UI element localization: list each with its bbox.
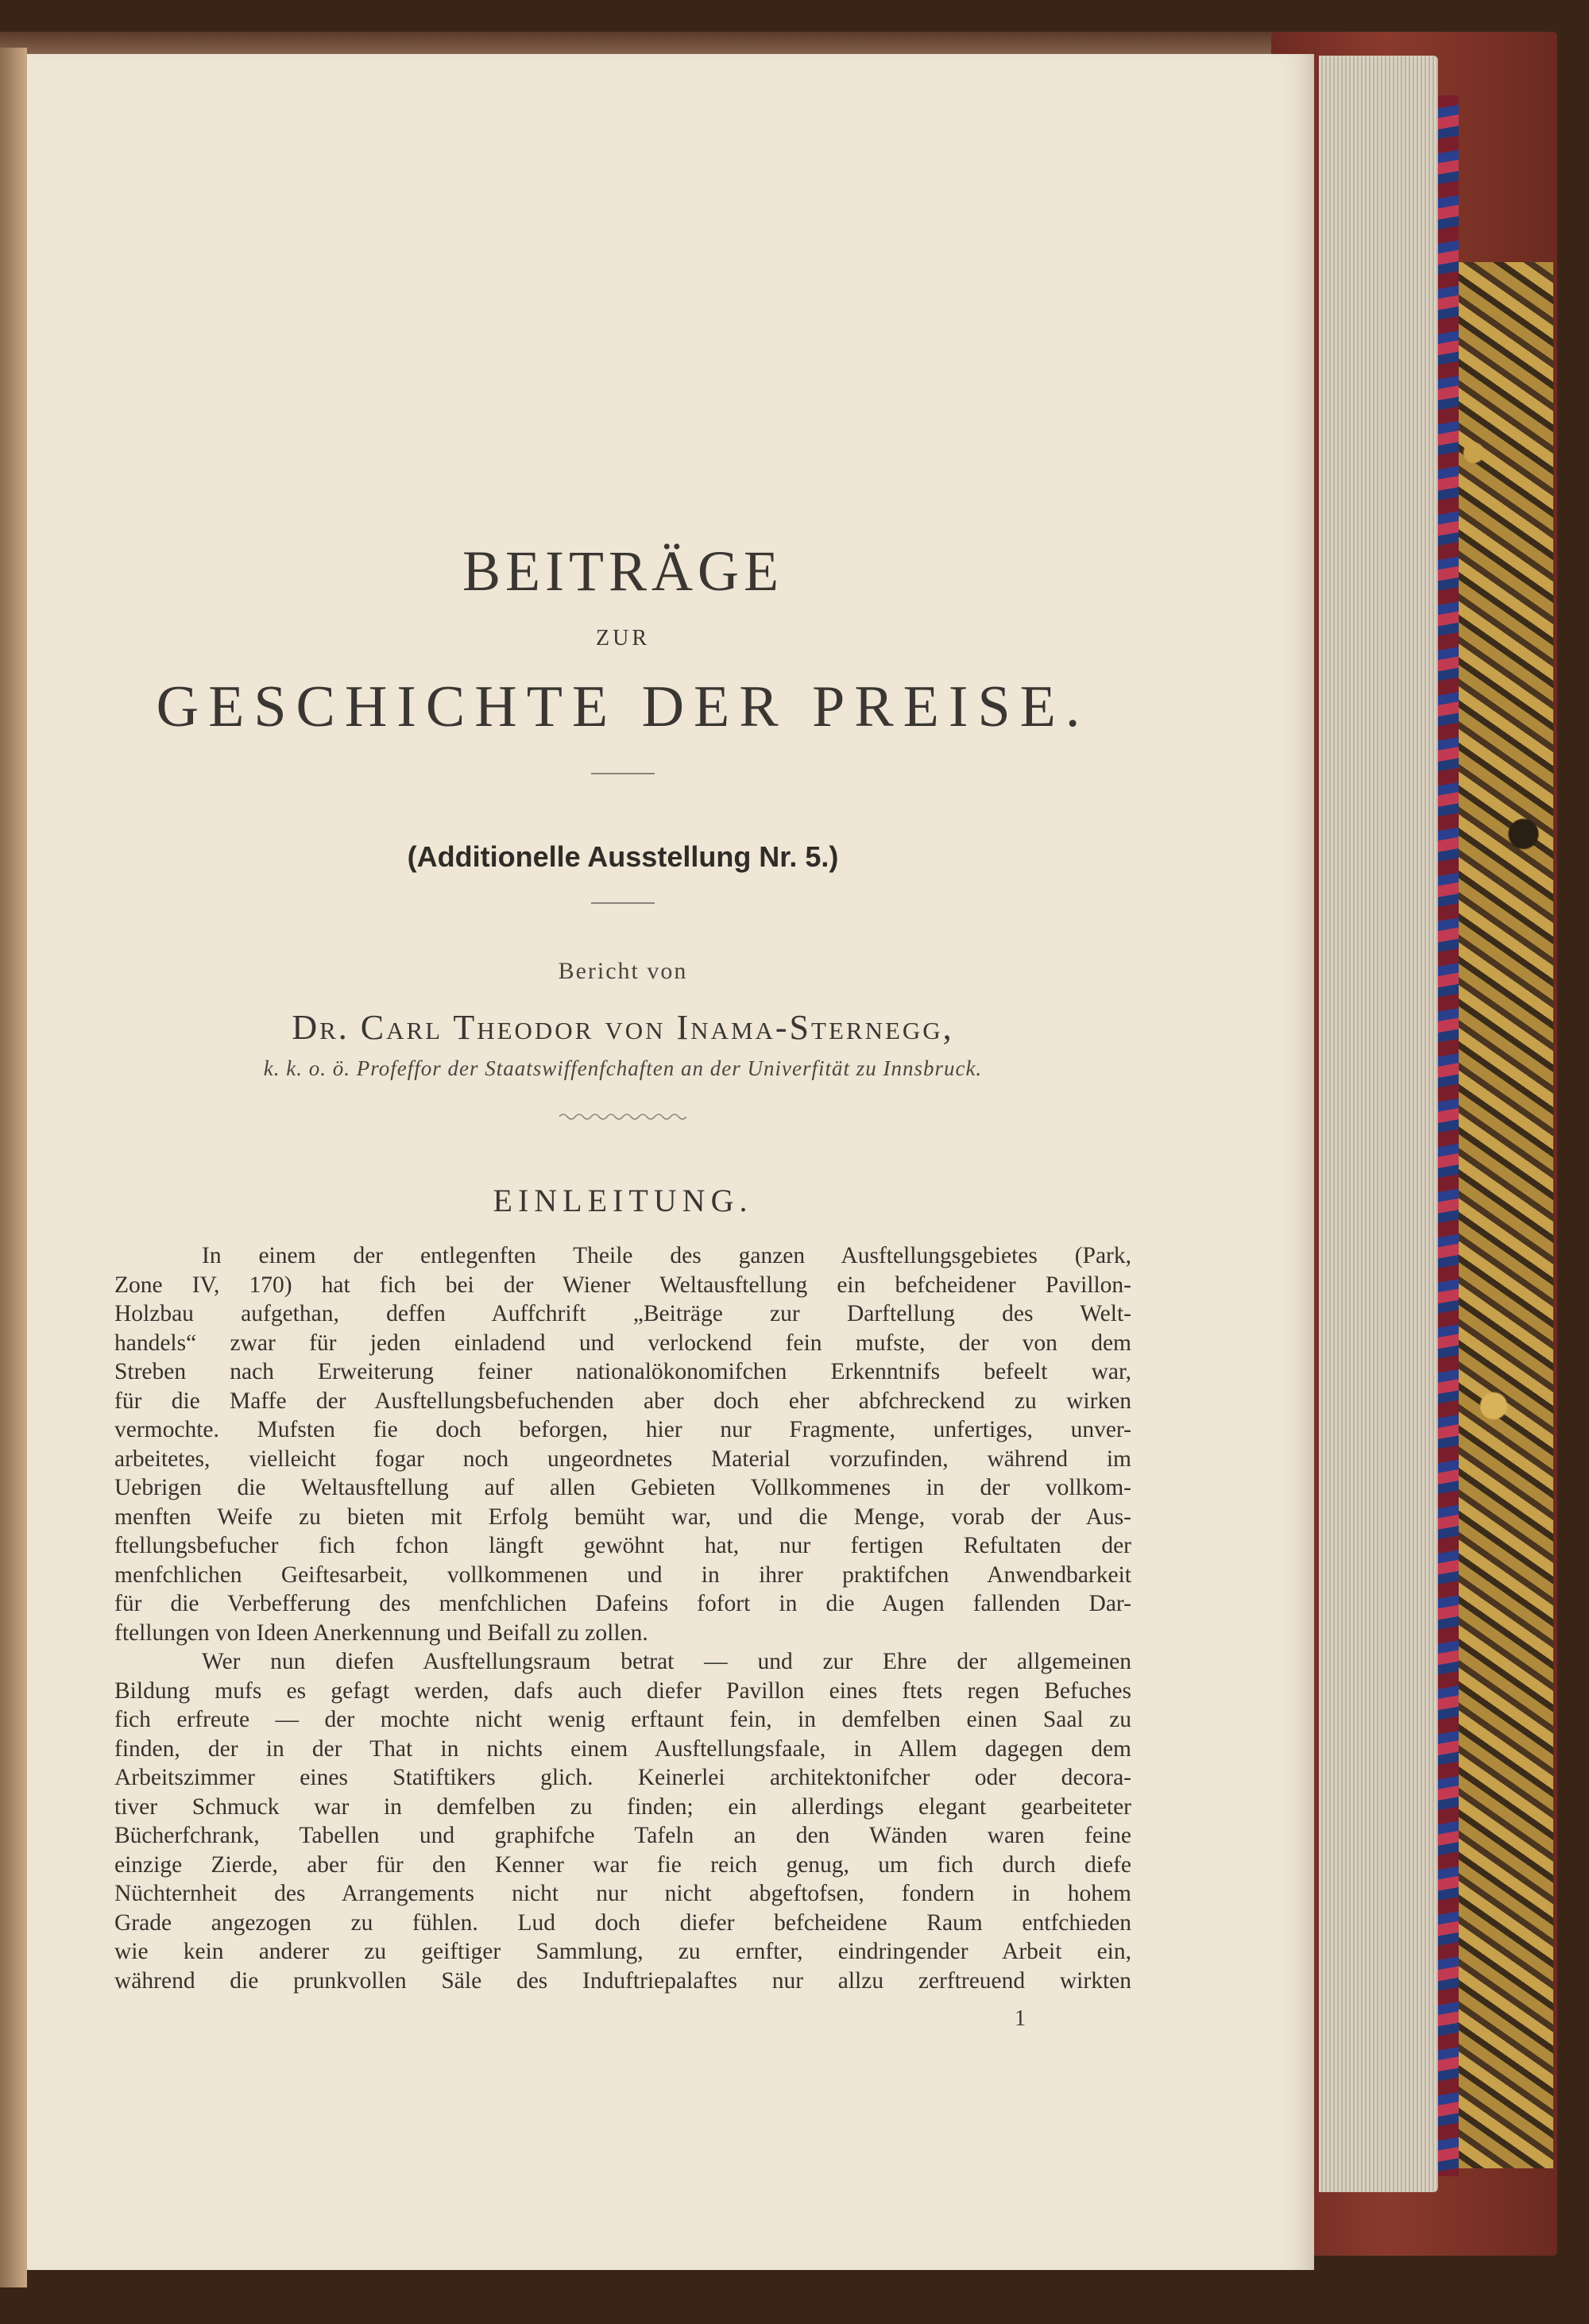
body-line: wie kein anderer zu geiftiger Sammlung, zu ernfter, eindringender Arbeit ein, (114, 1939, 1131, 1964)
body-line: für die Verbefferung des menfchlichen Dafeins fofort in die Augen fallenden Dar- (114, 1591, 1131, 1616)
body-line: während die prunkvollen Säle des Induftriepalaftes nur allzu zerftreuend wirkten (114, 1967, 1131, 1994)
body-line: Streben nach Erweiterung feiner nationalökonomifchen Erkenntnifs befeelt war, (114, 1359, 1131, 1384)
body-line: tiver Schmuck war in demfelben zu finden; ein allerdings elegant gearbeiteter (114, 1793, 1131, 1820)
body-line: Bücherfchrank, Tabellen und graphifche Tafeln an den Wänden waren feine (114, 1823, 1131, 1848)
body-line: Uebrigen die Weltausftellung auf allen Gebieten Vollkommenes in der vollkom- (114, 1475, 1131, 1500)
body-line: Nüchternheit des Arrangements nicht nur nicht abgeftofsen, fondern in hohem (114, 1881, 1131, 1906)
body-line: handels“ zwar für jeden einladend und verlockend fein mufste, der von dem (114, 1330, 1131, 1356)
report-by-label: Bericht von (558, 958, 688, 984)
body-line: fich erfreute — der mochte nicht wenig erftaunt fein, in demfelben einen Saal zu (114, 1707, 1131, 1732)
body-line: ftellungen von Ideen Anerkennung und Beifall zu zollen. (114, 1619, 648, 1646)
divider-rule-2 (591, 902, 655, 904)
body-line: einzige Zierde, aber für den Kenner war fie reich genug, um fich durch diefe (114, 1851, 1131, 1878)
divider-rule-1 (591, 773, 655, 774)
body-line: vermochte. Mufsten fie doch beforgen, hier nur Fragmente, unfertiges, unver- (114, 1417, 1131, 1442)
body-line: arbeitetes, vielleicht fogar noch ungeordnetes Material vorzufinden, während im (114, 1446, 1131, 1472)
body-line: finden, der in der That in nichts einem Ausftellungsfaale, in Allem dagegen dem (114, 1735, 1131, 1762)
section-heading: EINLEITUNG. (493, 1183, 753, 1218)
author-name: Dr. Carl Theodor von Inama-Sternegg, (292, 1008, 954, 1047)
body-line: für die Maffe der Ausftellungsbefuchenden aber doch eher abfchreckend zu wirken (114, 1388, 1131, 1414)
body-text (114, 1241, 1131, 1995)
ornamental-wavy-rule (559, 1110, 686, 1123)
book-page (27, 54, 1314, 2270)
body-line: ftellungsbefucher fich fchon längft gewöhnt hat, nur fertigen Refultaten der (114, 1533, 1131, 1558)
title-connector: ZUR (596, 626, 650, 650)
stacked-page-edges (1319, 56, 1438, 2192)
body-line: menften Weife zu bieten mit Erfolg bemüht war, und die Menge, vorab der Aus- (114, 1504, 1131, 1530)
author-affiliation: k. k. o. ö. Profeffor der Staatswiffenfchaften an der Univerfität zu Innsbruck. (263, 1056, 983, 1080)
body-line: Bildung mufs es gefagt werden, dafs auch diefer Pavillon eines ftets regen Befuches (114, 1677, 1131, 1704)
body-line: Arbeitszimmer eines Statiftikers glich. Keinerlei architektonifcher oder decora- (114, 1765, 1131, 1790)
body-line: Wer nun diefen Ausftellungsraum betrat — und zur Ehre der allgemeinen (202, 1649, 1131, 1674)
body-line: In einem der entlegenften Theile des ganzen Ausftellungsgebietes (Park, (202, 1243, 1131, 1268)
title-line-2: GESCHICHTE DER PREISE. (156, 674, 1090, 739)
body-line: Holzbau aufgethan, deffen Auffchrift „Beiträge zur Darftellung des Welt- (114, 1301, 1131, 1326)
title-line-1: BEITRÄGE (462, 539, 783, 603)
book-spine-edge (0, 48, 27, 2287)
body-line: Zone IV, 170) hat fich bei der Wiener Weltausftellung ein befcheidener Pavillon- (114, 1272, 1131, 1298)
page-number: 1 (1015, 2006, 1026, 2031)
body-line: menfchlichen Geiftesarbeit, vollkommenen und in ihrer praktifchen Anwendbarkeit (114, 1562, 1131, 1588)
body-line: Grade angezogen zu fühlen. Lud doch diefer befcheidene Raum entfchieden (114, 1909, 1131, 1936)
marbled-endpaper (1454, 262, 1553, 2168)
subtitle: (Additionelle Ausstellung Nr. 5.) (407, 840, 839, 873)
